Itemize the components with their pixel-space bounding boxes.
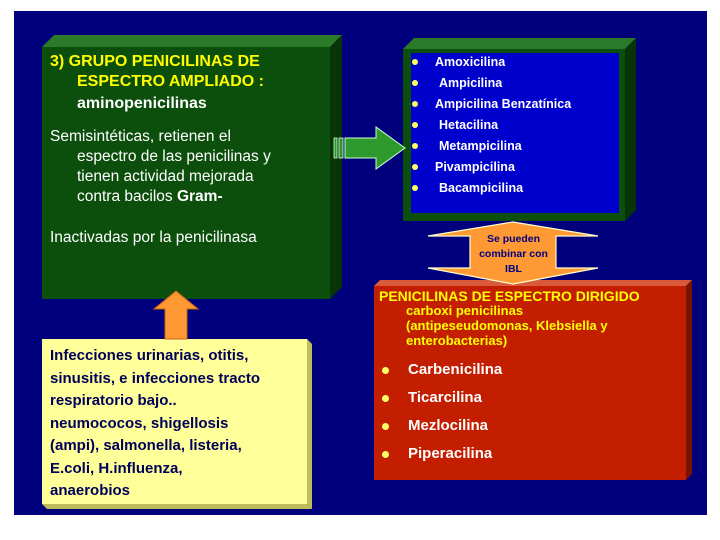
list-item-label: Pivampicilina [435,160,515,174]
group-title-line2: ESPECTRO AMPLIADO : [77,73,264,90]
description-line: tienen actividad mejorada [77,168,254,185]
infections-line: (ampi), salmonella, listeria, [50,437,242,454]
ibl-combination-label [466,232,561,277]
list-item-label: Hetacilina [439,118,499,132]
list-item-label: Ticarcilina [408,389,482,406]
list-item-label: Metampicilina [439,139,522,153]
list-item-label: Carbenicilina [408,361,503,378]
note-line: (antipeseudomonas, Klebsiella y [406,318,608,333]
inactivation-note: Inactivadas por la penicilinasa [50,229,257,246]
infections-line: anaerobios [50,482,131,499]
description-line-text: contra bacilos [77,188,177,205]
note-line: carboxi penicilinas [406,303,524,318]
ibl-line: IBL [505,263,522,275]
ibl-line: combinar con [479,248,548,260]
right-arrow-icon [334,127,405,169]
up-arrow-icon [154,291,198,339]
directed-spectrum-title: PENICILINAS DE ESPECTRO DIRIGIDO [379,288,640,304]
group-title-line1: 3) GRUPO PENICILINAS DE [50,53,260,70]
description-line: espectro de las penicilinas y [77,148,271,165]
description-line: Semisintéticas, retienen el [50,128,231,145]
gram-negative-label: Gram- [176,188,223,205]
note-line: enterobacterias) [406,333,508,348]
list-item-label: Ampicilina [439,76,503,90]
infections-line: sinusitis, e infecciones tracto [50,369,261,387]
infections-line: Infecciones urinarias, otitis, [50,347,249,364]
ibl-line: Se pueden [486,233,541,245]
infections-line: respiratorio bajo.. [50,392,177,409]
list-item-label: Bacampicilina [439,181,524,195]
list-item-label: Amoxicilina [435,55,506,69]
group-subtitle: aminopenicilinas [77,95,207,112]
list-item-label: Ampicilina Benzatínica [435,97,572,111]
list-item-label: Mezlocilina [408,417,489,434]
list-item-label: Piperacilina [408,445,493,462]
infections-line: neumococos, shigellosis [50,414,229,432]
infections-line: E.coli, H.influenza, [50,459,183,477]
